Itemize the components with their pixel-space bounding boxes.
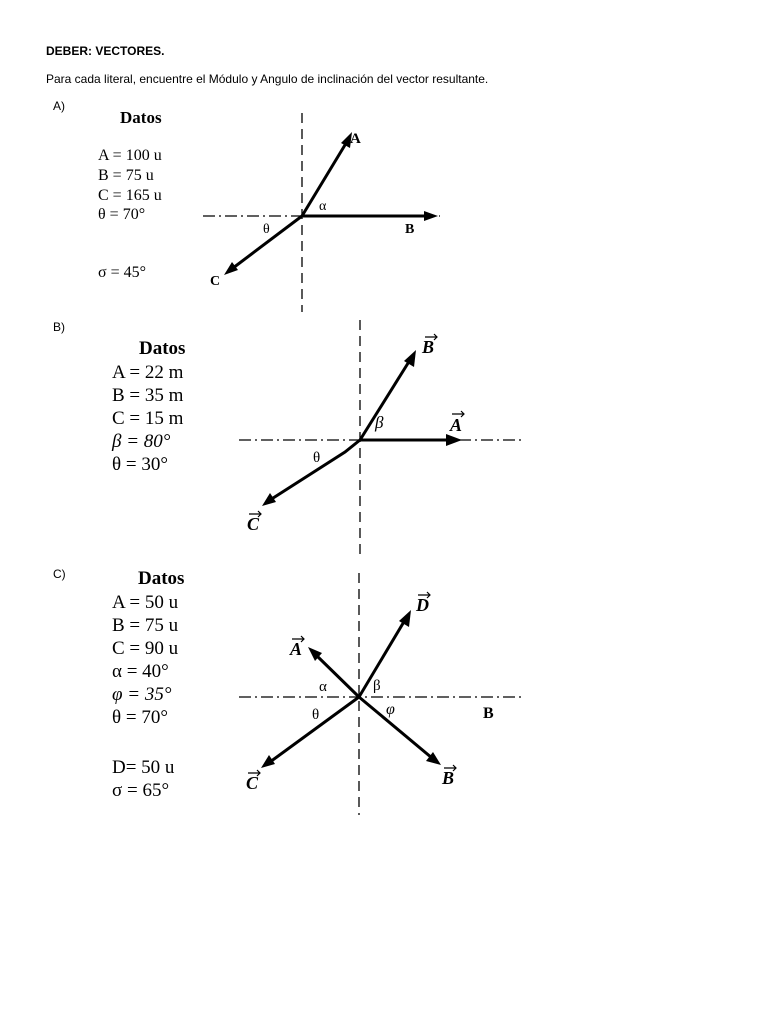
problem-c-dato-a: A = 50 u [112, 592, 179, 613]
problem-c-dato-phi: φ = 35° [112, 684, 172, 705]
problem-a-dato-a: A = 100 u [98, 147, 162, 164]
diagram-c-angle-theta: θ [312, 707, 320, 723]
diagram-a-label-c: C [210, 274, 221, 289]
problem-b-label: B) [53, 320, 65, 334]
diagram-c-label-c: C [246, 773, 259, 793]
problem-c-label: C) [53, 567, 66, 581]
diagram-b-arrowhead-c [262, 493, 276, 506]
problem-c-datos-title: Datos [138, 568, 185, 589]
diagram-c-angle-alpha: α [319, 679, 327, 695]
diagram-c-axis-label-b: B [483, 705, 494, 722]
diagram-b-label-a: A [450, 415, 463, 435]
diagram-b-angle-theta: θ [313, 450, 321, 466]
problem-b-dato-beta: β = 80° [112, 431, 171, 452]
diagram-c-arrowhead-c [261, 755, 275, 768]
problem-b-datos-title: Datos [139, 338, 186, 359]
diagram-b-angle-beta: β [375, 413, 384, 432]
diagram-b-label-c: C [247, 514, 260, 534]
problem-c-dato-b: B = 75 u [112, 615, 179, 636]
page-title: DEBER: VECTORES. [46, 44, 165, 58]
problem-a-dato-b: B = 75 u [98, 167, 154, 184]
problem-c-dato-d: D= 50 u [112, 757, 175, 778]
diagram-c-label-a: A [290, 639, 303, 659]
diagram-b-vector-c [270, 440, 360, 500]
problem-c-dato-c: C = 90 u [112, 638, 179, 659]
diagram-b-overarrows [249, 334, 464, 517]
diagram-a-arrowhead-b [424, 211, 438, 221]
diagram-a-label-b: B [405, 222, 415, 237]
diagram-a-angle-theta: θ [263, 222, 270, 237]
instruction-text: Para cada literal, encuentre el Módulo y Angulo de inclinación del vector resultante. [46, 72, 489, 86]
diagram-a-angle-alpha: α [319, 199, 327, 214]
problem-a-label: A) [53, 99, 65, 113]
diagram-c-vector-d [359, 620, 405, 697]
diagram-c [239, 573, 525, 815]
diagram-c-angle-beta: β [373, 678, 381, 694]
diagram-c-vector-b [359, 697, 432, 758]
problem-c-dato-theta: θ = 70° [112, 707, 168, 728]
diagram-a [203, 113, 440, 312]
diagram-c-overarrows [248, 592, 456, 776]
problem-b-dato-theta: θ = 30° [112, 454, 168, 475]
diagram-b [239, 320, 525, 556]
problem-a-dato-c: C = 165 u [98, 187, 162, 204]
diagram-a-label-a: A [350, 131, 361, 147]
problem-a-dato-sigma: σ = 45° [98, 264, 147, 281]
diagram-c-label-d: D [416, 595, 429, 615]
diagram-b-vector-b [360, 360, 410, 440]
diagram-c-label-b: B [442, 768, 455, 788]
diagram-b-label-b: B [422, 337, 435, 357]
problem-c-dato-alpha: α = 40° [112, 661, 169, 682]
diagram-b-arrowhead-a [446, 434, 462, 446]
problem-b-dato-b: B = 35 m [112, 385, 184, 406]
problem-b-dato-a: A = 22 m [112, 362, 184, 383]
diagram-c-angle-phi: φ [386, 701, 395, 718]
problem-a-datos-title: Datos [120, 108, 162, 127]
problem-b-dato-c: C = 15 m [112, 408, 184, 429]
problem-a-dato-theta: θ = 70° [98, 206, 146, 223]
problem-c-dato-sigma: σ = 65° [112, 780, 170, 801]
